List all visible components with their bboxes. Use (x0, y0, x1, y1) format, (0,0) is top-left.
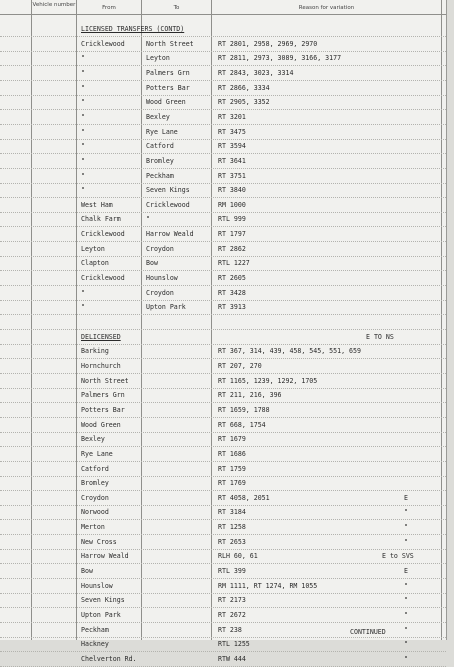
cell-reason: RTL 1255 (218, 640, 250, 649)
cell-reason: RT 2866, 3334 (218, 83, 270, 92)
cell-from: Norwood (81, 508, 109, 517)
cell-reason: RT 3840 (218, 186, 246, 195)
cell-reason: RT 1759 (218, 464, 246, 473)
cell-reason: RT 3641 (218, 156, 246, 165)
table-row (0, 579, 446, 594)
section-title-row (0, 22, 446, 37)
cell-reason: RT 2173 (218, 596, 246, 605)
cell-note: " (404, 508, 408, 517)
table-row (0, 95, 446, 110)
table-row (0, 110, 446, 125)
cell-note: " (404, 640, 408, 649)
table-row (0, 476, 446, 491)
blank-row (0, 315, 446, 330)
table-row (0, 227, 446, 242)
cell-from: Chalk Farm (81, 215, 121, 224)
cell-reason: RT 2801, 2958, 2969, 2970 (218, 39, 318, 48)
cell-to: Cricklewood (146, 200, 190, 209)
cell-note: E (404, 567, 408, 576)
cell-reason: RT 1659, 1788 (218, 405, 270, 414)
cell-to: " (146, 215, 150, 224)
table-row (0, 212, 446, 227)
table-row (0, 462, 446, 477)
cell-reason: RTL 399 (218, 567, 246, 576)
cell-to: Leyton (146, 54, 170, 63)
cell-to: Catford (146, 142, 174, 151)
table-row (0, 608, 446, 623)
table-row (0, 81, 446, 96)
cell-from: " (81, 112, 85, 121)
cell-from: Seven Kings (81, 596, 125, 605)
cell-reason: RT 3428 (218, 288, 246, 297)
cell-from: " (81, 142, 85, 151)
cell-to: Croydon (146, 244, 174, 253)
cell-from: New Cross (81, 537, 117, 546)
table-row (0, 271, 446, 286)
cell-reason: RT 238 (218, 625, 242, 634)
cell-reason: RT 4058, 2051 (218, 493, 270, 502)
cell-from: Harrow Weald (81, 552, 129, 561)
header-vehicle-number: Vehicle number (32, 2, 76, 8)
cell-to: Croydon (146, 288, 174, 297)
table-row (0, 403, 446, 418)
table-row (0, 432, 446, 447)
cell-from: Hounslow (81, 581, 113, 590)
cell-from: Upton Park (81, 611, 121, 619)
cell-reason: RTW 444 (218, 654, 246, 663)
cell-from: " (81, 288, 85, 297)
cell-from: " (81, 186, 85, 195)
section-title: LICENSED TRANSFERS (CONTD) (81, 25, 185, 33)
section-title-note: E TO NS (366, 332, 394, 341)
cell-reason: RM 1111, RT 1274, RM 1055 (218, 581, 318, 590)
section-title-row (0, 330, 446, 345)
cell-to: Palmers Grn (146, 68, 190, 77)
header-reason: Reason for variation (298, 5, 355, 11)
header-from: From (102, 5, 116, 11)
table-row (0, 242, 446, 257)
cell-from: Merton (81, 523, 105, 532)
table-row (0, 549, 446, 564)
cell-from: Rye Lane (81, 449, 113, 458)
cell-from: Hornchurch (81, 361, 121, 370)
cell-reason: RT 2843, 3023, 3314 (218, 68, 294, 77)
table-row (0, 359, 446, 374)
cell-reason: RT 3913 (218, 303, 246, 312)
cell-to: Bromley (146, 156, 174, 165)
cell-to: Wood Green (146, 98, 186, 107)
table-row (0, 169, 446, 184)
table-row (0, 564, 446, 579)
cell-from: Wood Green (81, 420, 121, 429)
cell-reason: RT 3201 (218, 112, 246, 121)
cell-reason: RM 1000 (218, 200, 246, 209)
cell-reason: RT 367, 314, 439, 458, 545, 551, 659 (218, 347, 361, 356)
table-row (0, 37, 446, 52)
cell-reason: RT 668, 1754 (218, 420, 266, 429)
cell-reason: RT 1686 (218, 449, 246, 458)
table-row (0, 300, 446, 315)
cell-from: " (81, 127, 85, 136)
cell-from: Bow (81, 567, 93, 576)
table-row (0, 51, 446, 66)
cell-reason: RT 2672 (218, 611, 246, 619)
table-row (0, 139, 446, 154)
cell-reason: RT 1679 (218, 435, 246, 444)
cell-from: " (81, 83, 85, 92)
cell-reason: RT 3184 (218, 508, 246, 517)
cell-reason: RT 2811, 2973, 3089, 3166, 3177 (218, 54, 342, 63)
cell-note: E to SVS (382, 552, 414, 561)
table-row (0, 593, 446, 608)
cell-reason: RT 3594 (218, 142, 246, 151)
cell-note: " (404, 537, 408, 546)
cell-reason: RT 2605 (218, 274, 246, 283)
cell-from: Cricklewood (81, 39, 125, 48)
cell-note: " (404, 611, 408, 619)
cell-reason: RT 1769 (218, 479, 246, 488)
cell-from: Potters Bar (81, 405, 125, 414)
section-title: DELICENSED (81, 332, 121, 341)
table-row (0, 491, 446, 506)
cell-note: " (404, 596, 408, 605)
table-row (0, 66, 446, 81)
cell-from: " (81, 54, 85, 63)
cell-from: Leyton (81, 244, 105, 253)
cell-reason: RT 3751 (218, 171, 246, 180)
cell-from: Bexley (81, 435, 105, 444)
cell-note: E (404, 493, 408, 502)
table-row (0, 125, 446, 140)
cell-reason: RT 1797 (218, 230, 246, 239)
cell-to: Upton Park (146, 303, 186, 312)
table-row (0, 652, 446, 667)
header-to: To (173, 5, 180, 11)
table-row (0, 418, 446, 433)
continued-label: CONTINUED (350, 628, 386, 636)
table-row (0, 535, 446, 550)
cell-from: Chelverton Rd. (81, 654, 137, 663)
cell-from: " (81, 156, 85, 165)
cell-reason: RT 207, 270 (218, 361, 262, 370)
table-row (0, 637, 446, 652)
cell-from: Bromley (81, 479, 109, 488)
cell-from: " (81, 98, 85, 107)
cell-note: " (404, 625, 408, 634)
cell-reason: RT 3475 (218, 127, 246, 136)
cell-to: Seven Kings (146, 186, 190, 195)
table-row (0, 154, 446, 169)
cell-from: Cricklewood (81, 274, 125, 283)
cell-from: Croydon (81, 493, 109, 502)
cell-reason: RTL 999 (218, 215, 246, 224)
cell-reason: RT 2905, 3352 (218, 98, 270, 107)
cell-note: " (404, 654, 408, 663)
table-row (0, 388, 446, 403)
cell-to: Peckham (146, 171, 174, 180)
cell-note: " (404, 523, 408, 532)
cell-to: Potters Bar (146, 83, 190, 92)
table-row (0, 520, 446, 535)
cell-from: Catford (81, 464, 109, 473)
cell-to: Rye Lane (146, 127, 178, 136)
table-row (0, 256, 446, 271)
table-row (0, 183, 446, 198)
table-row (0, 344, 446, 359)
cell-reason: RT 1165, 1239, 1292, 1705 (218, 376, 318, 385)
cell-to: Bexley (146, 112, 170, 121)
cell-from: Peckham (81, 625, 109, 634)
cell-to: North Street (146, 39, 194, 48)
cell-from: Clapton (81, 259, 109, 268)
cell-to: Harrow Weald (146, 230, 194, 239)
column-header-row (0, 0, 446, 15)
cell-from: Palmers Grn (81, 391, 125, 400)
cell-from: Hackney (81, 640, 109, 649)
cell-to: Hounslow (146, 274, 178, 283)
cell-reason: RT 1258 (218, 523, 246, 532)
table-row (0, 286, 446, 301)
table-row (0, 505, 446, 520)
cell-from: " (81, 171, 85, 180)
cell-to: Bow (146, 259, 158, 268)
cell-reason: RT 211, 216, 396 (218, 391, 282, 400)
table-row (0, 374, 446, 389)
cell-reason: RLH 60, 61 (218, 552, 258, 561)
cell-from: West Ham (81, 200, 113, 209)
cell-reason: RT 2653 (218, 537, 246, 546)
cell-from: " (81, 303, 85, 312)
cell-from: Cricklewood (81, 230, 125, 239)
table-row (0, 447, 446, 462)
cell-from: North Street (81, 376, 129, 385)
cell-reason: RTL 1227 (218, 259, 250, 268)
table-row (0, 198, 446, 213)
cell-from: Barking (81, 347, 109, 356)
cell-note: " (404, 581, 408, 590)
cell-from: " (81, 68, 85, 77)
cell-reason: RT 2862 (218, 244, 246, 253)
